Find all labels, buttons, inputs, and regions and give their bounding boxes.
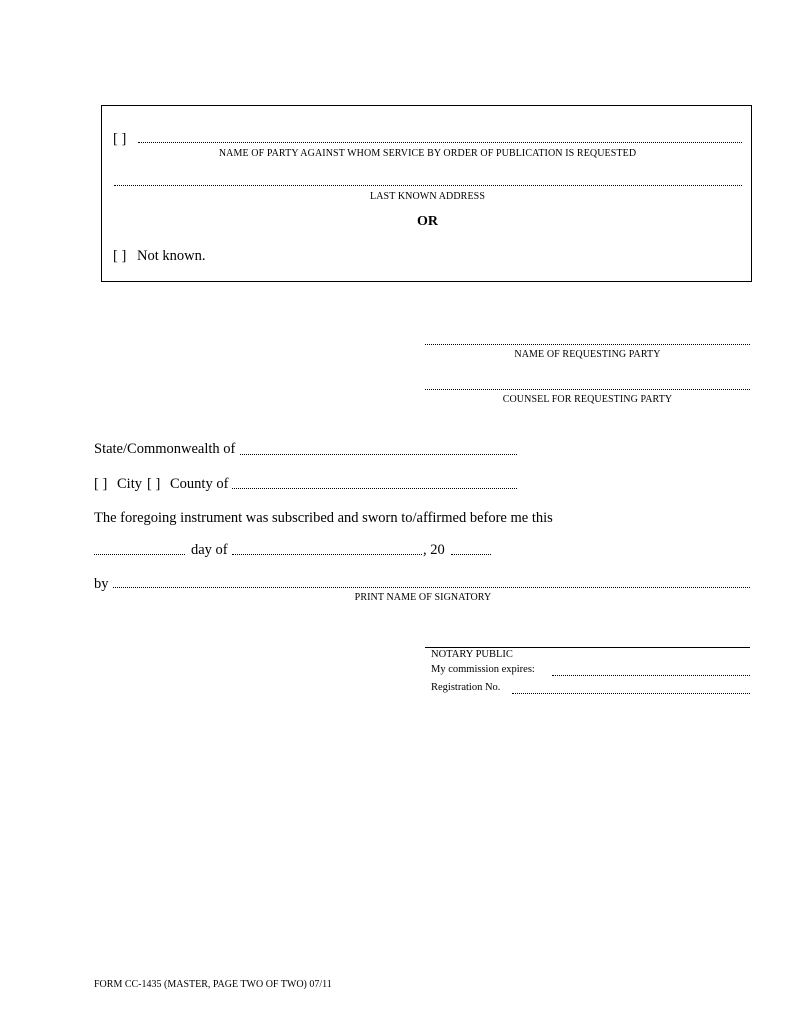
- requesting-party-caption: NAME OF REQUESTING PARTY: [514, 349, 661, 360]
- year-line[interactable]: [451, 554, 491, 555]
- month-line[interactable]: [232, 554, 422, 555]
- signatory-line[interactable]: [113, 587, 750, 588]
- party-name-caption: NAME OF PARTY AGAINST WHOM SERVICE BY ORDER OF PUBLICATION IS REQUESTED: [218, 148, 637, 159]
- not-known-label: Not known.: [137, 248, 206, 264]
- county-label: County of: [170, 476, 229, 492]
- year-label: , 20: [423, 542, 445, 558]
- county-line[interactable]: [232, 488, 517, 489]
- county-checkbox[interactable]: [ ]: [147, 476, 161, 492]
- counsel-caption: COUNSEL FOR REQUESTING PARTY: [502, 394, 673, 405]
- form-id: FORM CC-1435 (MASTER, PAGE TWO OF TWO) 07/11: [94, 979, 332, 990]
- not-known-checkbox[interactable]: [ ]: [113, 248, 127, 264]
- state-line[interactable]: [240, 454, 517, 455]
- or-label: OR: [417, 214, 438, 229]
- city-label: City: [117, 476, 142, 492]
- notary-title: NOTARY PUBLIC: [431, 649, 513, 660]
- party-checkbox[interactable]: [ ]: [113, 131, 127, 147]
- requesting-party-line[interactable]: [425, 344, 750, 345]
- day-label: day of: [191, 542, 228, 558]
- counsel-line[interactable]: [425, 389, 750, 390]
- commission-label: My commission expires:: [431, 664, 535, 675]
- commission-line[interactable]: [552, 675, 750, 676]
- city-checkbox[interactable]: [ ]: [94, 476, 108, 492]
- registration-line[interactable]: [512, 693, 750, 694]
- last-known-address-caption: LAST KNOWN ADDRESS: [370, 191, 485, 202]
- last-known-address-line[interactable]: [114, 185, 742, 186]
- oath-statement: The foregoing instrument was subscribed and sworn to/affirmed before me this: [94, 510, 553, 526]
- signatory-caption: PRINT NAME OF SIGNATORY: [354, 592, 492, 603]
- party-box: [101, 105, 752, 282]
- notary-signature-line[interactable]: [425, 647, 750, 648]
- party-name-line[interactable]: [138, 142, 742, 143]
- state-label: State/Commonwealth of: [94, 441, 236, 457]
- registration-label: Registration No.: [431, 682, 501, 693]
- by-label: by: [94, 576, 109, 592]
- day-line[interactable]: [94, 554, 185, 555]
